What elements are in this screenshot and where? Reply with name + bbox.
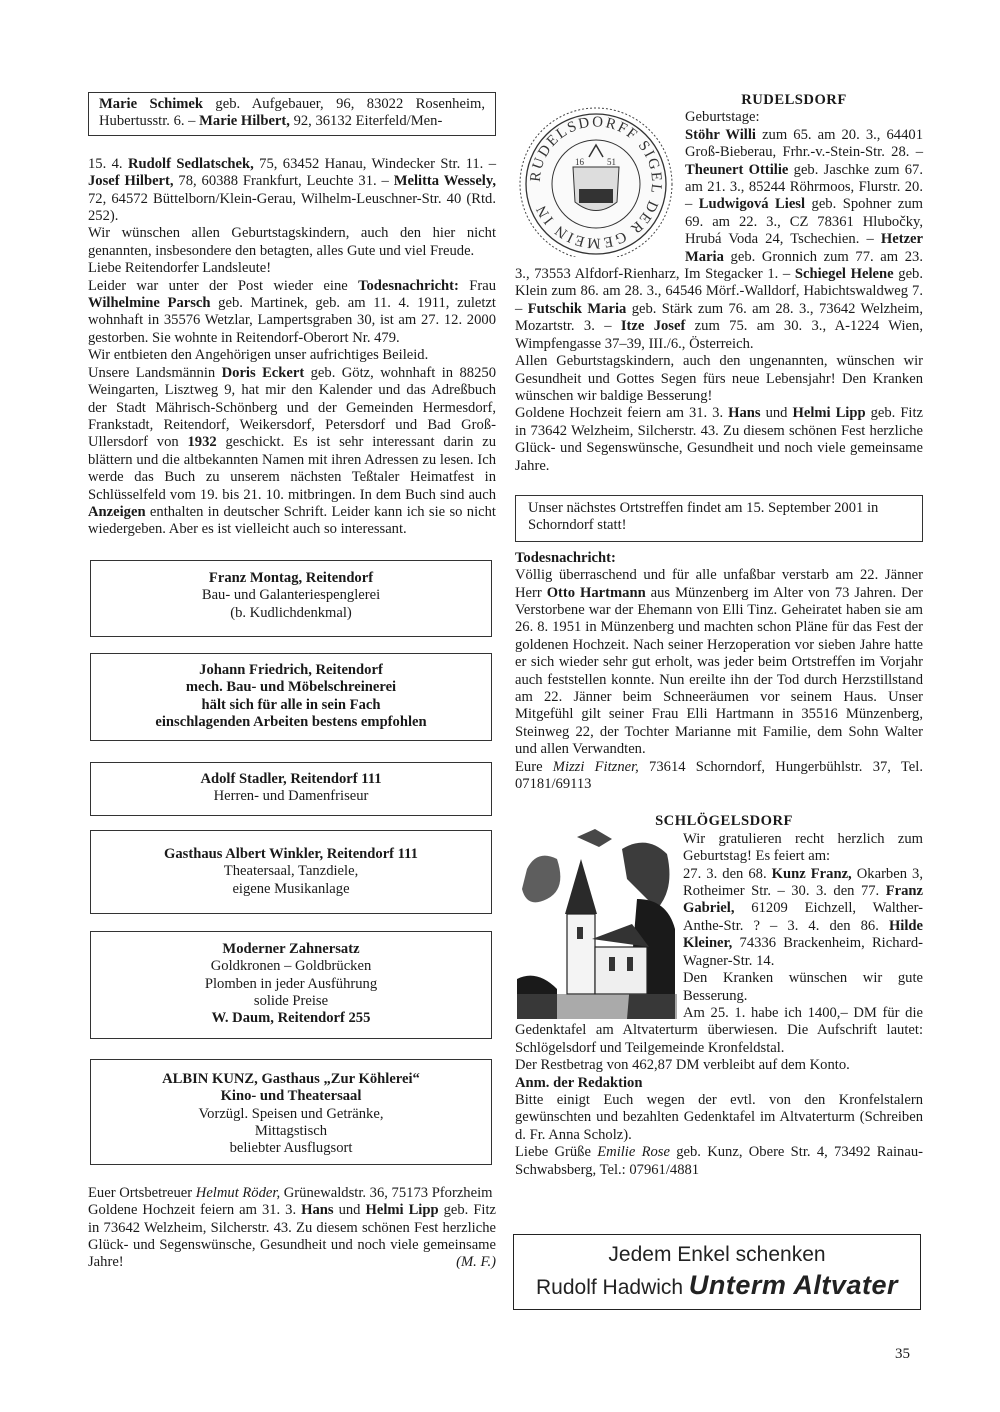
schloegelsdorf-intro: Wir gratulieren recht herzlich zum Geburtstag! Es feiert am: bbox=[683, 830, 923, 865]
schloegelsdorf-birthdays: 27. 3. den 68. Kunz Franz, Okarben 3, Rotheimer Str. – 30. 3. den 77. Franz Gabriel, 61209 Eichzell, Walther-Anthe-Str. ? – 3. 4. den 86. Hilde Kleiner, 74336 Brackenheim, Richard-Wagner-Str. 14. bbox=[683, 865, 923, 969]
ad-gasthaus-winkler bbox=[90, 830, 492, 914]
ad-line: mech. Bau- und Möbelschreinerei bbox=[185, 679, 397, 696]
rudelsdorf-birthdays: Stöhr Willi zum 65. am 20. 3., 64401 Groß-Bieberau, Frhr.-v.-Stein-Str. 28. – Theunert Ottilie geb. Jaschke zum 67. am 21. 3., 85244 Röhrmoos, Flurstr. 20. – Ludwigová Liesl geb. Spohner zum 69. am 22. 3., CZ 78361 Hlubočky, Hrubá Voda 24, Tschechien. – Hetzer Maria geb. Gronnich zum 77. am 23. 3., 73553 Alfdorf-Rienharz, Im Stegacker 1. – Schiegel Helene geb. Klein zum 86. am 28. 3., 64546 Mörf.-Walldorf, Habichtswaldweg 7. – Futschik Maria geb. Stärk zum 76. am 28. 3., 73642 Welzheim, Mozartstr. 3. – Itze Josef zum 75. am 30. 3., A-1224 Wien, Wimpfengasse 37–39, III./6., Österreich. bbox=[515, 126, 924, 352]
ad-subtitle: Kino- und Theatersaal bbox=[220, 1088, 362, 1105]
ad-line: Bau- und Galanteriespenglerei bbox=[201, 587, 381, 604]
meeting-notice: Unser nächstes Ortstreffen findet am 15. September 2001 in Schorndorf statt! bbox=[528, 499, 879, 534]
address-book-paragraph: Unsere Landsmännin Doris Eckert geb. Götz, wohnhaft in 88250 Weingarten, Lisztweg 9, hat mir den Kalender und das Adreßbuch der Stadt Mährisch-Schönberg und der Gemeinden Hermesdorf, Frankstadt, Reitendorf, Weikersdorf, Petersdorf und Bad Groß-Ullersdorf von 1932 geschickt. Es ist sehr interessant darin zu blättern und die altbekannten Namen mit ihren Adressen zu lesen. Ich werde das Buch zu unserem nächsten Teßtaler Heimatfest in Schlüsselfeld vom 19. bis 21. 10. mitbringen. In dem Buch sind auch Anzeigen enthalten in deutscher Schrift. Leider kann ich sie so nicht wiedergeben. Aber es ist vielleicht auch so interessant. bbox=[88, 364, 496, 538]
ad-title: Moderner Zahnersatz bbox=[222, 940, 360, 957]
ortsbetreuer: Euer Ortsbetreuer Helmut Röder, Grünewaldstr. 36, 75173 Pforzheim bbox=[88, 1184, 493, 1201]
birthday-box-text: Marie Schimek geb. Aufgebauer, 96, 83022 Rosenheim, Hubertusstr. 6. – Marie Hilbert, 92, 36132 Eiterfeld/Men- bbox=[99, 96, 485, 130]
ad-line: einschlagenden Arbeiten bestens empfohlen bbox=[155, 713, 427, 730]
book-ad-banner bbox=[513, 1234, 921, 1310]
seal-inscription: RUDELSDORFF SIGEL DER GEMEIN IN bbox=[527, 114, 665, 252]
todes-text: Völlig überraschend und für alle unfaßbar verstarb am 22. Jänner Herr Otto Hartmann aus Münzenberg im Alter von 73 Jahren. Der Verstorbene war der Ehemann von Elli Tinz. Geheiratet haben sie am 26. 8. 1951 in Münzenberg und machten schon Pläne für das Fest der goldenen Hochzeit. Nach seiner Herzoperation vor sieben Jahre hatte er sich wieder sehr gut erholt, was jeder beim Ortstreffen im Vorjahr auch feststellen konnte. Nun ereilte ihn der Tod durch Herzstillstand am 22. Jänner beim Schneeräumen vor seinem Haus. Unser Mitgefühl gilt seiner Frau Elli Hartmann in 35516 Münzenberg, Steinweg 22, der Tochter Marianne mit Familie, dem Sohn Walter und allen Verwandten. bbox=[515, 567, 923, 758]
ad-johann-friedrich bbox=[90, 653, 492, 741]
rudelsdorf-intro: Geburtstage: bbox=[685, 109, 760, 126]
ad-albin-kunz bbox=[90, 1059, 492, 1165]
schloegelsdorf-title: SCHLÖGELSDORF bbox=[655, 813, 793, 830]
ad-title: Gasthaus Albert Winkler, Reitendorf 111 bbox=[164, 845, 418, 862]
ad-line: Plomben in jeder Ausführung bbox=[204, 975, 378, 992]
birthday-list: 15. 4. Rudolf Sedlatschek, 75, 63452 Hanau, Windecker Str. 11. – Josef Hilbert, 78, 60388 Frankfurt, Leuchte 31. – Melitta Wessely, 72, 64572 Büttelborn/Klein-Gerau, Wilhelm-Leuschner-Str. 40 (Rtd. 252). bbox=[88, 155, 496, 225]
wishes-paragraph: Wir wünschen allen Geburtstagskindern, auch den hier nicht genannten, insbesondere den betagten, alles Gute und viel Freude. bbox=[88, 225, 496, 259]
rudelsdorf-wishes: Allen Geburtstagskindern, auch den ungenannten, wünschen wir Gesundheit und Gottes Segen fürs neue Lebensjahr! Den Kranken wünschen wir baldige Besserung! bbox=[515, 353, 923, 404]
banner-line-1: Jedem Enkel schenken bbox=[608, 1243, 826, 1266]
ad-line: hält sich für alle in sein Fach bbox=[201, 696, 381, 713]
schloegelsdorf-donation: Am 25. 1. habe ich 1400,– DM für die Gedenktafel am Altvaterturm überwiesen. Die Aufschrift lautet: Schlögelsdorf und Teilgemeinde Kronfeldstal. bbox=[515, 1004, 923, 1056]
meeting-notice-box bbox=[515, 495, 923, 542]
todes-heading: Todesnachricht: bbox=[515, 549, 616, 566]
ad-zahnersatz bbox=[90, 931, 492, 1039]
ad-line: Herren- und Damenfriseur bbox=[213, 788, 369, 805]
birthday-box bbox=[88, 92, 496, 136]
municipal-seal-image bbox=[513, 107, 679, 257]
ad-line: Vorzügl. Speisen und Getränke, bbox=[198, 1105, 384, 1122]
signature-initials: (M. F.) bbox=[456, 1254, 496, 1271]
condolence: Wir entbieten den Angehörigen unser aufrichtiges Beileid. bbox=[88, 347, 429, 364]
editor-note-heading: Anm. der Redaktion bbox=[515, 1074, 643, 1091]
ad-title: Johann Friedrich, Reitendorf bbox=[199, 661, 383, 678]
banner-line-2: Rudolf Hadwich Unterm Altvater bbox=[536, 1270, 898, 1300]
church-image bbox=[517, 829, 677, 1019]
schloegelsdorf-signature: Liebe Grüße Emilie Rose geb. Kunz, Obere Str. 4, 73492 Rainau-Schwabsberg, Tel.: 07961/4881 bbox=[515, 1144, 923, 1178]
ad-line: Mittagstisch bbox=[254, 1122, 328, 1139]
ad-line: solide Preise bbox=[253, 992, 329, 1009]
ad-title: Franz Montag, Reitendorf bbox=[208, 569, 374, 586]
page-number: 35 bbox=[895, 1346, 910, 1362]
ad-line: eigene Musikanlage bbox=[232, 880, 350, 897]
ad-title: Adolf Stadler, Reitendorf 111 bbox=[200, 770, 382, 787]
right-column bbox=[515, 92, 923, 1179]
editor-note: Bitte einigt Euch wegen der evtl. von den Kronfelstalern gewünschten und bezahlten Gedenktafel im Altvaterturm (Schreiben d. Fr. Anna Scholz). bbox=[515, 1091, 923, 1143]
seal-year-right: 51 bbox=[607, 157, 616, 168]
greeting: Liebe Reitendorfer Landsleute! bbox=[88, 260, 272, 277]
golden-wedding: Goldene Hochzeit feiern am 31. 3. Hans und Helmi Lipp geb. Fitz in 73642 Welzheim, Silcherstr. 43. Zu diesem schönen Fest herzliche Glück- und Segenswünsche, Gesundheit und noch viele gemeinsame Jahre! (M. F.) bbox=[88, 1202, 497, 1271]
ad-line: beliebter Ausflugsort bbox=[229, 1140, 353, 1157]
seal-year-left: 16 bbox=[575, 157, 584, 168]
schloegelsdorf-get-well: Den Kranken wünschen wir gute Besserung. bbox=[683, 970, 923, 1004]
left-column bbox=[88, 92, 496, 1272]
ad-adolf-stadler bbox=[90, 762, 492, 816]
ad-franz-montag bbox=[90, 560, 492, 637]
ad-line: Goldkronen – Goldbrücken bbox=[210, 958, 372, 975]
ad-title: ALBIN KUNZ, Gasthaus „Zur Köhlerei“ bbox=[162, 1070, 420, 1087]
schloegelsdorf-balance: Der Restbetrag von 462,87 DM verbleibt auf dem Konto. bbox=[515, 1057, 850, 1074]
rudelsdorf-title: RUDELSDORF bbox=[741, 92, 847, 108]
death-notice-paragraph: Leider war unter der Post wieder eine Todesnachricht: Frau Wilhelmine Parsch geb. Martinek, geb. am 11. 4. 1911, zuletzt wohnhaft in 35576 Wetzlar, Lampertsgraben 30, ist am 27. 12. 2000 gestorben. Sie wohnte in Reitendorf-Oberort Nr. 479. bbox=[88, 277, 496, 346]
ad-line: (b. Kudlichdenkmal) bbox=[230, 604, 352, 621]
rudelsdorf-golden-wedding: Goldene Hochzeit feiern am 31. 3. Hans und Helmi Lipp geb. Fitz in 73642 Welzheim, Silcherstr. 43. Zu diesem schönen Fest herzliche Glück- und Segenswünsche, Gesundheit und noch viele gemeinsame Jahre. bbox=[515, 405, 924, 474]
todes-signature: Eure Mizzi Fitzner, 73614 Schorndorf, Hungerbühlstr. 37, Tel. 07181/69113 bbox=[515, 758, 923, 793]
ad-footer: W. Daum, Reitendorf 255 bbox=[211, 1010, 371, 1027]
ad-line: Theatersaal, Tanzdiele, bbox=[223, 863, 359, 880]
